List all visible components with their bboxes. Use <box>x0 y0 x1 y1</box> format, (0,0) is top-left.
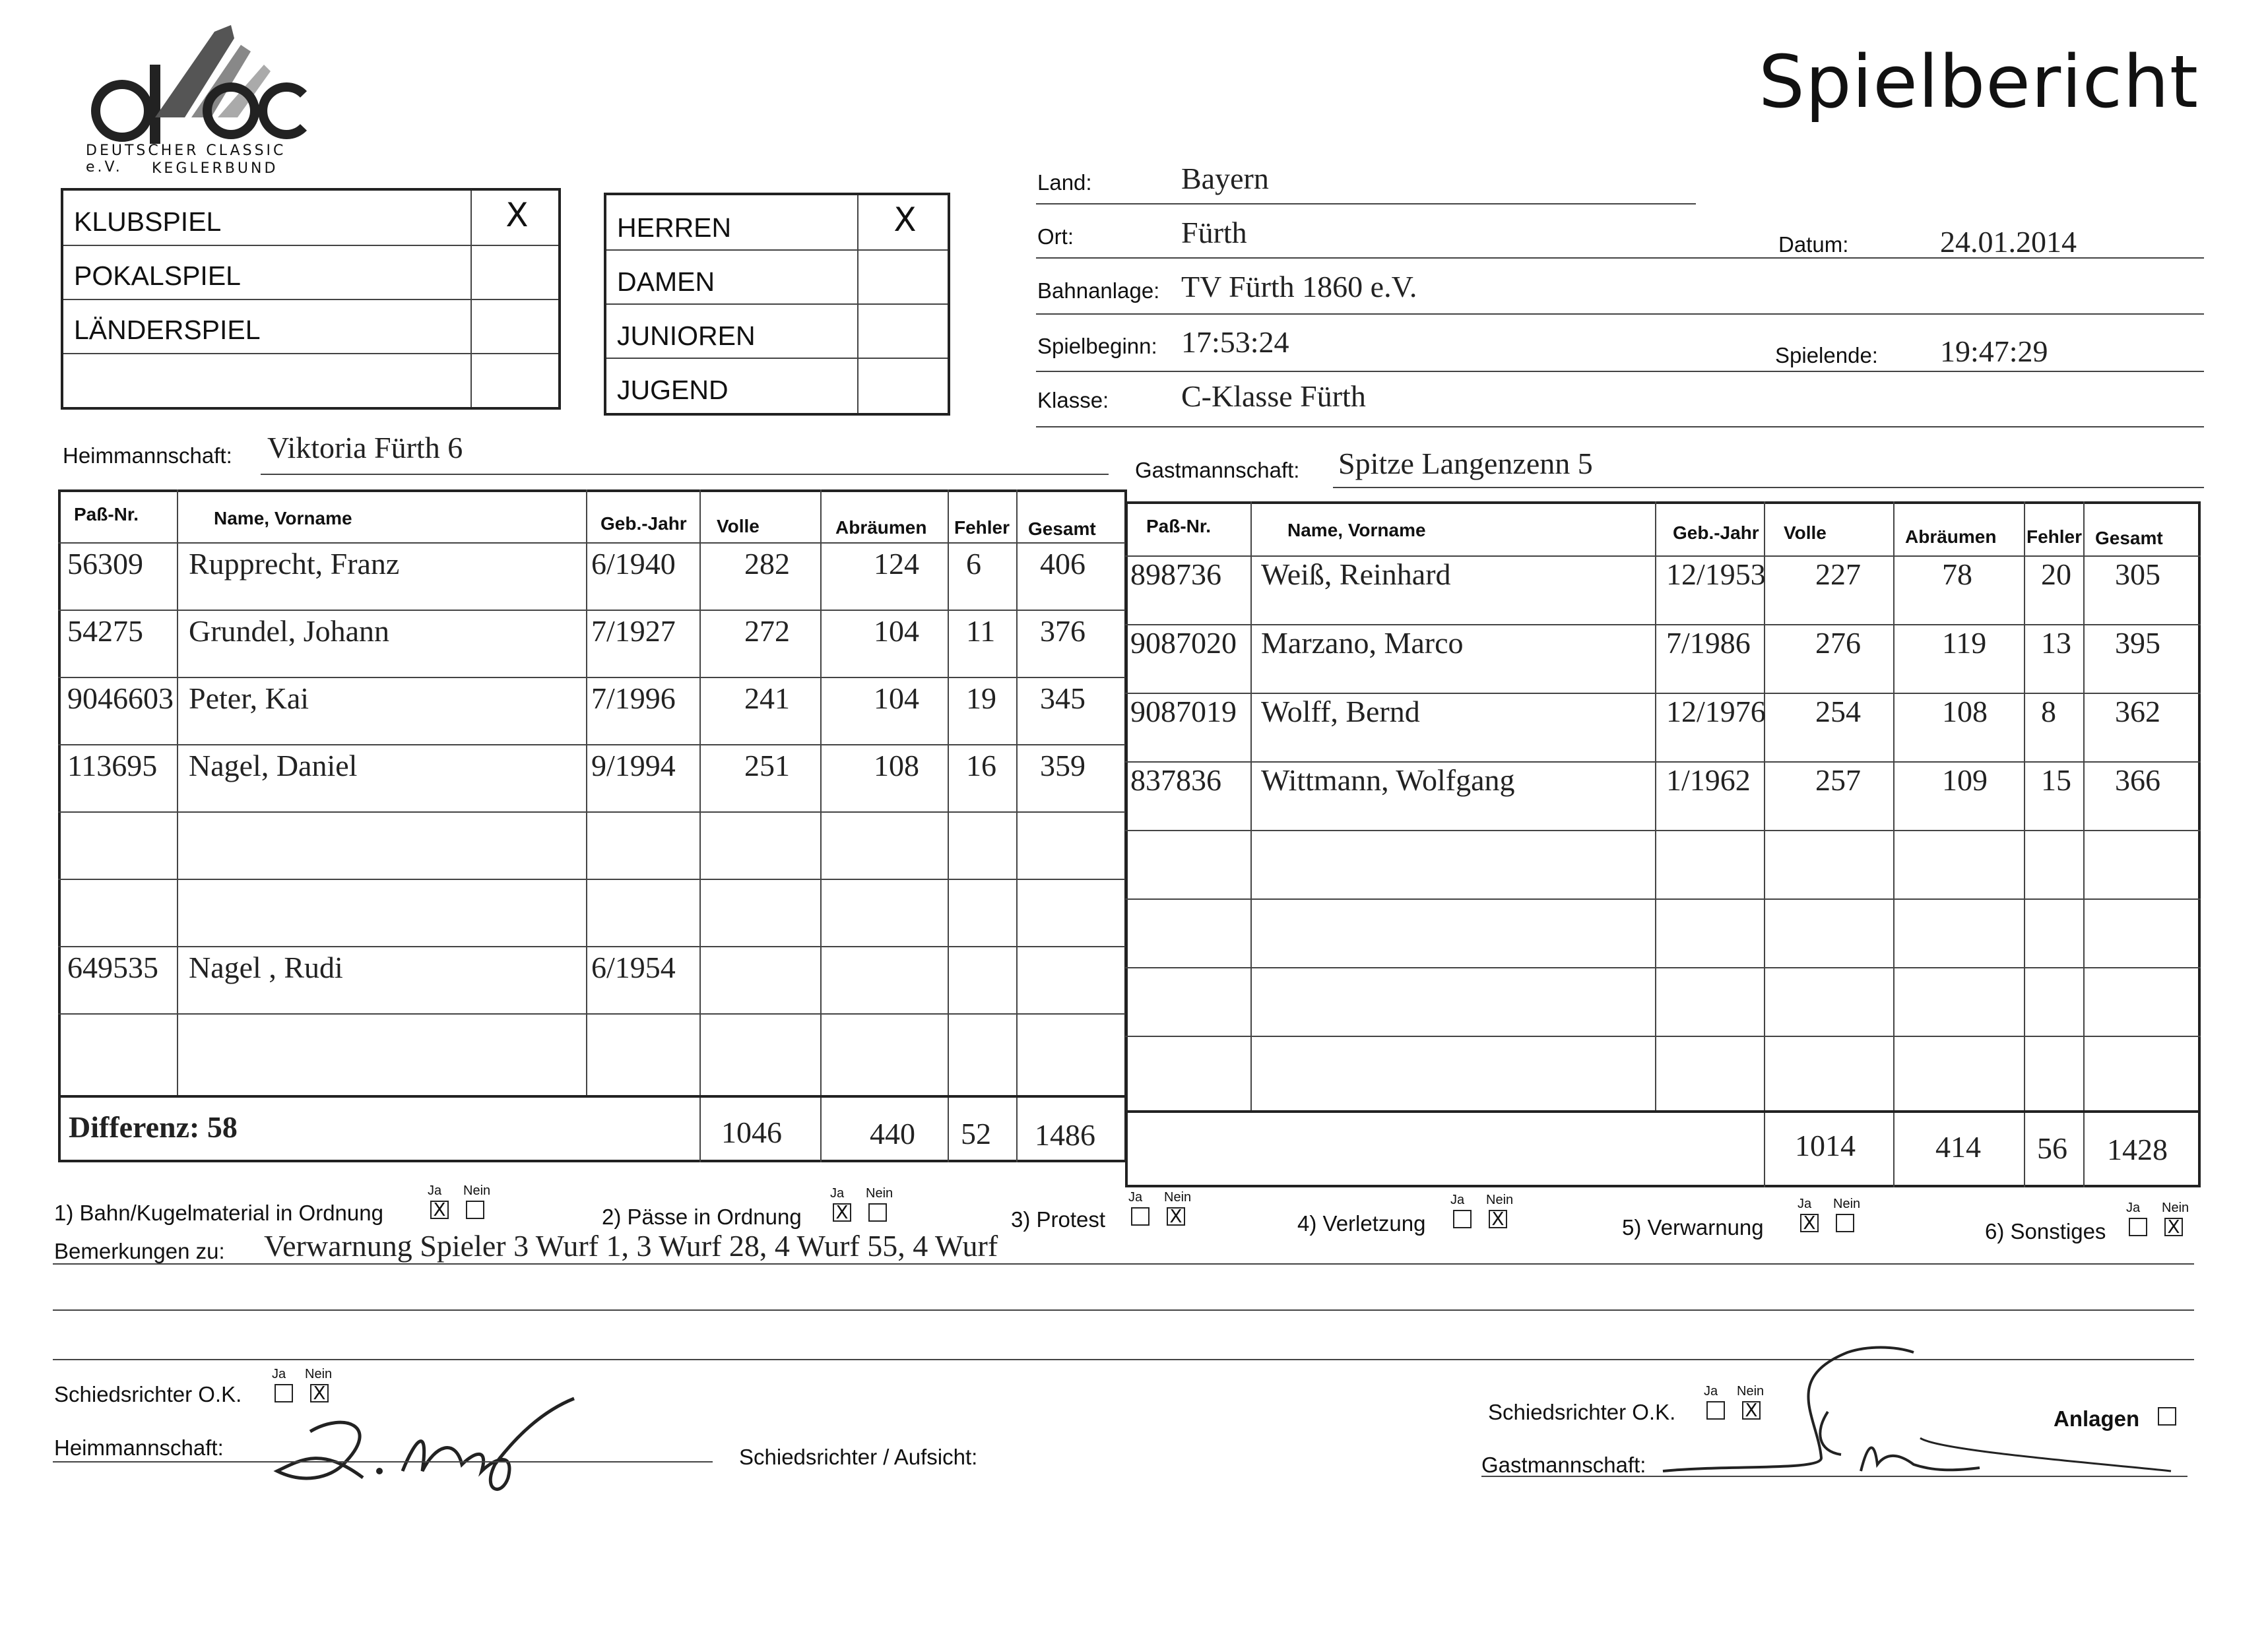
header-geb: Geb.-Jahr <box>1673 522 1759 543</box>
header-name: Name, Vorname <box>1287 520 1426 540</box>
player-fehler: 19 <box>966 681 996 715</box>
player-gesamt: 362 <box>2115 695 2160 728</box>
player-gesamt: 359 <box>1040 749 1085 782</box>
player-volle: 276 <box>1815 626 1861 660</box>
spielende-value: 19:47:29 <box>1940 334 2048 368</box>
player-gesamt: 406 <box>1040 547 1085 581</box>
player-fehler: 6 <box>966 547 981 581</box>
yes-label: Ja <box>272 1367 286 1381</box>
referee-home-nein-checkbox[interactable]: X <box>310 1384 329 1402</box>
header-fehler: Fehler <box>954 517 1010 538</box>
player-volle: 272 <box>744 614 790 648</box>
player-pass: 837836 <box>1130 763 1221 797</box>
logo-line2: KEGLERBUND <box>152 160 278 177</box>
check-ja-checkbox[interactable]: X <box>833 1203 851 1222</box>
yes-label: Ja <box>1798 1197 1812 1211</box>
header-volle: Volle <box>1784 522 1827 543</box>
page-title: Spielbericht <box>1759 40 2199 124</box>
check-nein-checkbox[interactable]: X <box>2164 1218 2183 1236</box>
player-gesamt: 305 <box>2115 557 2160 591</box>
header-abr: Abräumen <box>1905 526 1997 547</box>
category-box <box>604 193 950 416</box>
player-pass: 9046603 <box>67 681 174 715</box>
category-row <box>606 358 948 413</box>
check-label: 4) Verletzung <box>1297 1211 1426 1236</box>
guest-total-gesamt: 1428 <box>2107 1133 2168 1166</box>
referee-signature-label: Schiedsrichter / Aufsicht: <box>739 1445 978 1469</box>
no-label: Nein <box>1486 1193 1514 1207</box>
player-fehler: 8 <box>2041 695 2056 728</box>
check-label: 2) Pässe in Ordnung <box>602 1205 802 1229</box>
land-value: Bayern <box>1181 162 1269 195</box>
player-gesamt: 366 <box>2115 763 2160 797</box>
check-label: 5) Verwarnung <box>1622 1215 1764 1240</box>
home-team-label: Heimmannschaft: <box>63 443 232 468</box>
bowling-pin-logo-icon <box>79 18 317 144</box>
player-name: Peter, Kai <box>189 681 309 715</box>
player-name: Weiß, Reinhard <box>1261 557 1451 591</box>
player-pass: 54275 <box>67 614 143 648</box>
header-volle: Volle <box>717 516 760 536</box>
match-type-label: LÄNDERSPIEL <box>74 315 261 345</box>
category-label: JUGEND <box>617 375 729 405</box>
no-label: Nein <box>1164 1190 1192 1205</box>
home-players-table <box>58 489 1130 1166</box>
player-name: Rupprecht, Franz <box>189 547 400 581</box>
check-ja-checkbox[interactable] <box>2129 1218 2147 1236</box>
guest-signature-label: Gastmannschaft: <box>1481 1453 1646 1477</box>
header-pass: Paß-Nr. <box>1146 516 1212 536</box>
guest-total-abr: 414 <box>1935 1130 1981 1164</box>
player-fehler: 16 <box>966 749 996 782</box>
check-ja-checkbox[interactable]: X <box>430 1201 449 1219</box>
match-type-label: POKALSPIEL <box>74 261 241 291</box>
spielbeginn-value: 17:53:24 <box>1181 325 1289 359</box>
home-differenz: Differenz: 58 <box>69 1110 238 1144</box>
player-gesamt: 376 <box>1040 614 1085 648</box>
yes-label: Ja <box>830 1186 845 1201</box>
remarks-label: Bemerkungen zu: <box>54 1239 225 1263</box>
match-type-row <box>63 191 558 246</box>
player-volle: 227 <box>1815 557 1861 591</box>
match-type-row <box>63 353 558 407</box>
spielbeginn-label: Spielbeginn: <box>1037 334 1157 358</box>
match-type-row <box>63 299 558 354</box>
home-total-gesamt: 1486 <box>1035 1118 1095 1152</box>
home-total-volle: 1046 <box>721 1116 782 1149</box>
anlagen-label: Anlagen <box>2054 1406 2140 1431</box>
category-label: HERREN <box>617 212 732 243</box>
player-geb: 12/1976 <box>1666 695 1766 728</box>
player-geb: 1/1962 <box>1666 763 1751 797</box>
spielende-label: Spielende: <box>1775 343 1878 367</box>
yes-label: Ja <box>1128 1190 1143 1205</box>
player-geb: 9/1994 <box>591 749 676 782</box>
check-ja-checkbox[interactable] <box>1453 1210 1472 1228</box>
player-abr: 78 <box>1942 557 1972 591</box>
player-name: Nagel , Rudi <box>189 951 343 984</box>
player-pass: 113695 <box>67 749 158 782</box>
player-pass: 9087019 <box>1130 695 1237 728</box>
player-fehler: 11 <box>966 614 996 648</box>
match-type-box <box>61 188 561 410</box>
category-row <box>606 195 948 251</box>
player-fehler: 15 <box>2041 763 2071 797</box>
klasse-label: Klasse: <box>1037 388 1109 412</box>
player-volle: 241 <box>744 681 790 715</box>
category-row <box>606 249 948 305</box>
no-label: Nein <box>1833 1197 1861 1211</box>
datum-value: 24.01.2014 <box>1940 225 2077 259</box>
no-label: Nein <box>305 1367 333 1381</box>
home-total-fehler: 52 <box>961 1117 991 1150</box>
player-volle: 251 <box>744 749 790 782</box>
bahnanlage-value: TV Fürth 1860 e.V. <box>1181 270 1417 303</box>
guest-players-table <box>1125 501 2207 1191</box>
check-ja-checkbox[interactable] <box>1131 1207 1150 1226</box>
category-row <box>606 303 948 359</box>
dkbc-logo <box>79 18 317 177</box>
header-pass: Paß-Nr. <box>74 504 139 524</box>
player-geb: 6/1940 <box>591 547 676 581</box>
player-abr: 109 <box>1942 763 1988 797</box>
check-nein-checkbox[interactable] <box>466 1201 484 1219</box>
header-gesamt: Gesamt <box>2095 528 2163 548</box>
player-geb: 6/1954 <box>591 951 676 984</box>
guest-team-name: Spitze Langenzenn 5 <box>1338 447 1593 480</box>
ort-value: Fürth <box>1181 216 1247 249</box>
guest-total-volle: 1014 <box>1795 1129 1856 1162</box>
check-nein-checkbox[interactable] <box>1836 1214 1854 1232</box>
yes-label: Ja <box>2126 1201 2141 1215</box>
remarks-text: Verwarnung Spieler 3 Wurf 1, 3 Wurf 28, 4 Wurf 55, 4 Wurf <box>264 1229 998 1263</box>
referee-guest-nein-checkbox[interactable]: X <box>1742 1401 1761 1420</box>
player-geb: 7/1986 <box>1666 626 1751 660</box>
yes-label: Ja <box>428 1183 442 1198</box>
match-type-row <box>63 245 558 300</box>
header-abr: Abräumen <box>835 517 927 538</box>
land-label: Land: <box>1037 170 1092 195</box>
check-nein-checkbox[interactable] <box>868 1203 887 1222</box>
player-pass: 56309 <box>67 547 143 581</box>
player-name: Nagel, Daniel <box>189 749 358 782</box>
logo-line1: DEUTSCHER CLASSIC e.V. <box>86 142 286 175</box>
check-label: 1) Bahn/Kugelmaterial in Ordnung <box>54 1201 383 1225</box>
player-pass: 9087020 <box>1130 626 1237 660</box>
bahnanlage-label: Bahnanlage: <box>1037 278 1160 303</box>
category-mark: X <box>893 201 917 239</box>
home-team-name: Viktoria Fürth 6 <box>267 431 463 464</box>
player-volle: 257 <box>1815 763 1861 797</box>
referee-ok-label-guest: Schiedsrichter O.K. <box>1488 1400 1676 1424</box>
category-label: DAMEN <box>617 267 715 297</box>
player-name: Grundel, Johann <box>189 614 390 648</box>
player-name: Wittmann, Wolfgang <box>1261 763 1515 797</box>
no-label: Nein <box>463 1183 491 1198</box>
player-pass: 649535 <box>67 951 158 984</box>
check-label: 3) Protest <box>1011 1207 1106 1232</box>
player-name: Wolff, Bernd <box>1261 695 1420 728</box>
player-volle: 282 <box>744 547 790 581</box>
datum-label: Datum: <box>1778 232 1849 257</box>
player-geb: 7/1927 <box>591 614 676 648</box>
check-ja-checkbox[interactable]: X <box>1800 1214 1819 1232</box>
header-name: Name, Vorname <box>214 508 352 528</box>
player-geb: 7/1996 <box>591 681 676 715</box>
player-geb: 12/1953 <box>1666 557 1766 591</box>
header-fehler: Fehler <box>2026 526 2083 547</box>
player-gesamt: 345 <box>1040 681 1085 715</box>
home-signature-label: Heimmannschaft: <box>54 1435 224 1460</box>
category-label: JUNIOREN <box>617 321 756 351</box>
player-name: Marzano, Marco <box>1261 626 1464 660</box>
home-total-abr: 440 <box>870 1117 915 1150</box>
player-abr: 104 <box>874 681 919 715</box>
no-label: Nein <box>2162 1201 2189 1215</box>
player-fehler: 13 <box>2041 626 2071 660</box>
player-volle: 254 <box>1815 695 1861 728</box>
player-gesamt: 395 <box>2115 626 2160 660</box>
check-nein-checkbox[interactable]: X <box>1167 1207 1185 1226</box>
match-type-label: KLUBSPIEL <box>74 206 222 237</box>
ort-label: Ort: <box>1037 224 1074 249</box>
player-abr: 124 <box>874 547 919 581</box>
check-nein-checkbox[interactable]: X <box>1489 1210 1507 1228</box>
match-type-mark: X <box>505 196 529 234</box>
yes-label: Ja <box>1704 1384 1718 1399</box>
referee-ok-label-home: Schiedsrichter O.K. <box>54 1382 242 1406</box>
yes-label: Ja <box>1450 1193 1465 1207</box>
home-signature <box>264 1385 607 1497</box>
player-abr: 108 <box>1942 695 1988 728</box>
player-abr: 119 <box>1942 626 1987 660</box>
player-fehler: 20 <box>2041 557 2071 591</box>
guest-team-label: Gastmannschaft: <box>1135 458 1300 482</box>
no-label: Nein <box>1737 1384 1765 1399</box>
header-gesamt: Gesamt <box>1028 519 1096 539</box>
guest-total-fehler: 56 <box>2037 1131 2067 1165</box>
klasse-value: C-Klasse Fürth <box>1181 379 1366 413</box>
no-label: Nein <box>866 1186 893 1201</box>
player-abr: 108 <box>874 749 919 782</box>
check-label: 6) Sonstiges <box>1985 1219 2106 1243</box>
header-geb: Geb.-Jahr <box>600 513 687 534</box>
anlagen-checkbox[interactable] <box>2158 1407 2176 1426</box>
player-abr: 104 <box>874 614 919 648</box>
player-pass: 898736 <box>1130 557 1221 591</box>
